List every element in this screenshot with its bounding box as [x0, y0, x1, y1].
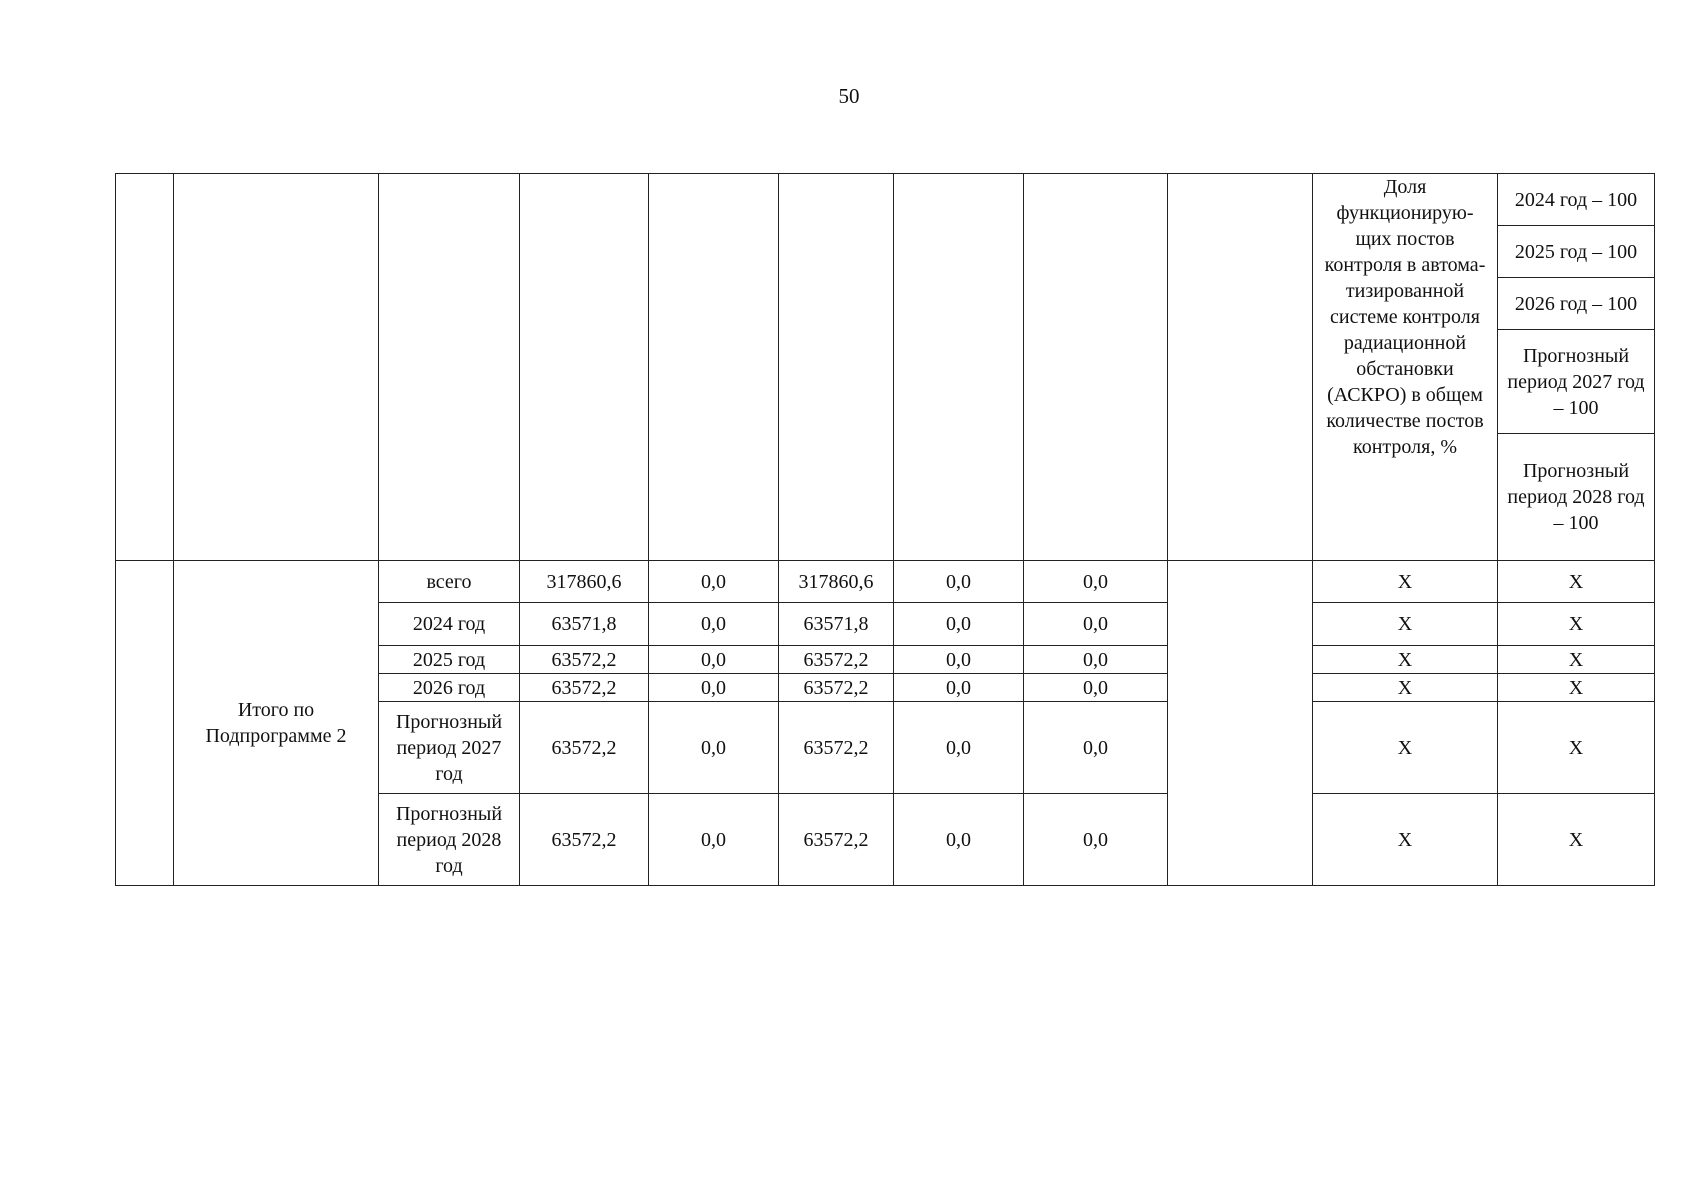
value-cell: 63572,2 [779, 702, 894, 794]
value-cell: 0,0 [1024, 794, 1168, 886]
period-cell: Прогнозный период 2028 год [379, 794, 520, 886]
x-cell: Х [1498, 561, 1655, 603]
value-cell: 0,0 [894, 646, 1024, 674]
x-cell: Х [1313, 646, 1498, 674]
x-cell: Х [1498, 794, 1655, 886]
value-cell: 63572,2 [520, 794, 649, 886]
x-cell: Х [1313, 674, 1498, 702]
empty-cell [894, 174, 1024, 561]
indicator-value: 2024 год – 100 [1498, 174, 1654, 226]
indicator-value: 2026 год – 100 [1498, 278, 1654, 330]
page-number: 50 [838, 84, 860, 108]
value-cell: 63571,8 [779, 603, 894, 646]
x-cell: Х [1313, 702, 1498, 794]
value-cell: 0,0 [894, 603, 1024, 646]
x-cell: Х [1313, 603, 1498, 646]
indicator-name: Доля функционирую-щих постов контроля в автома-тизированной системе контроля радиационной обстановки (АСКРО) в общем количестве постов контроля, % [1313, 174, 1498, 561]
value-cell: 0,0 [894, 674, 1024, 702]
value-cell: 0,0 [649, 794, 779, 886]
x-cell: Х [1498, 603, 1655, 646]
x-cell: Х [1313, 561, 1498, 603]
indicator-row [116, 174, 1655, 561]
indicator-value: 2025 год – 100 [1498, 226, 1654, 278]
value-cell: 0,0 [894, 702, 1024, 794]
empty-cell [520, 174, 649, 561]
period-cell: 2025 год [379, 646, 520, 674]
empty-cell [779, 174, 894, 561]
indicator-values [1498, 174, 1655, 561]
value-cell: 63572,2 [779, 646, 894, 674]
value-cell: 317860,6 [779, 561, 894, 603]
value-cell: 0,0 [649, 603, 779, 646]
empty-cell [174, 174, 379, 561]
indicator-value: Прогнозный период 2027 год – 100 [1498, 330, 1654, 434]
value-cell: 63572,2 [520, 702, 649, 794]
x-cell: Х [1498, 674, 1655, 702]
value-cell: 0,0 [649, 674, 779, 702]
value-cell: 0,0 [649, 561, 779, 603]
period-cell: 2026 год [379, 674, 520, 702]
value-cell: 63572,2 [779, 794, 894, 886]
empty-cell [379, 174, 520, 561]
empty-cell [649, 174, 779, 561]
value-cell: 0,0 [1024, 702, 1168, 794]
value-cell: 63572,2 [520, 646, 649, 674]
empty-cell [1168, 561, 1313, 886]
value-cell: 0,0 [894, 794, 1024, 886]
empty-cell [1024, 174, 1168, 561]
value-cell: 0,0 [1024, 674, 1168, 702]
value-cell: 63572,2 [520, 674, 649, 702]
period-cell: всего [379, 561, 520, 603]
value-cell: 63572,2 [779, 674, 894, 702]
value-cell: 0,0 [1024, 603, 1168, 646]
value-cell: 63571,8 [520, 603, 649, 646]
x-cell: Х [1498, 646, 1655, 674]
value-cell: 0,0 [1024, 646, 1168, 674]
value-cell: 317860,6 [520, 561, 649, 603]
program-table [115, 173, 1655, 886]
empty-cell [116, 561, 174, 886]
empty-cell [116, 174, 174, 561]
empty-cell [1168, 174, 1313, 561]
x-cell: Х [1313, 794, 1498, 886]
period-cell: Прогнозный период 2027 год [379, 702, 520, 794]
value-cell: 0,0 [649, 646, 779, 674]
period-cell: 2024 год [379, 603, 520, 646]
indicator-value: Прогнозный период 2028 год – 100 [1507, 460, 1645, 534]
total-label: Итого по Подпрограмме 2 [174, 561, 379, 886]
x-cell: Х [1498, 702, 1655, 794]
value-cell: 0,0 [894, 561, 1024, 603]
value-cell: 0,0 [1024, 561, 1168, 603]
value-cell: 0,0 [649, 702, 779, 794]
table-row [116, 561, 1655, 603]
